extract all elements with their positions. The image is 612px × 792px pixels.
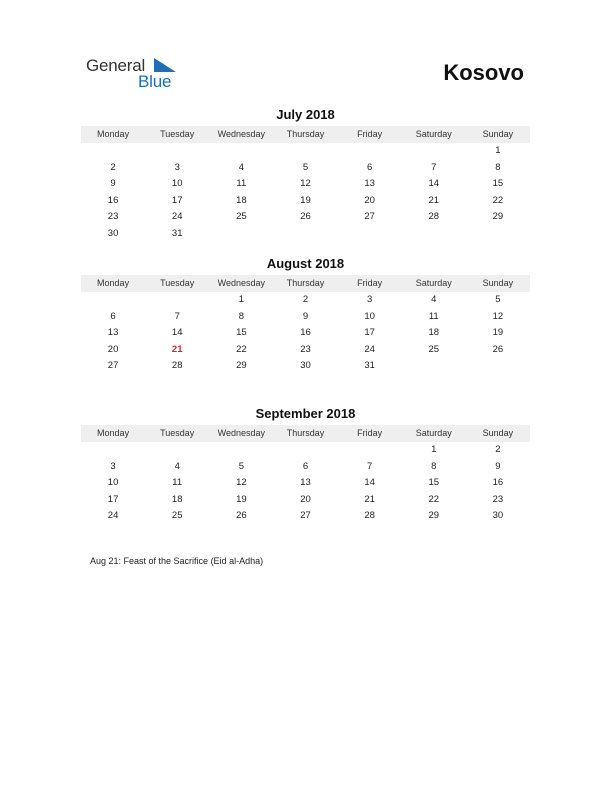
day-cell: 7 xyxy=(431,161,437,173)
week-row xyxy=(81,309,530,326)
day-cell: 23 xyxy=(492,493,504,505)
day-cell xyxy=(209,143,273,160)
day-cell: 14 xyxy=(171,327,183,339)
day-cell: 13 xyxy=(364,178,375,190)
day-cell: 17 xyxy=(107,493,119,505)
day-cell: 12 xyxy=(300,178,311,190)
week-row xyxy=(81,325,530,342)
day-cell: 6 xyxy=(366,161,373,173)
day-cell xyxy=(145,442,209,459)
day-cell: 19 xyxy=(300,194,311,206)
day-cell: 23 xyxy=(107,211,119,223)
day-cell: 9 xyxy=(302,310,309,322)
logo-triangle-icon xyxy=(154,58,176,72)
day-cell: 18 xyxy=(428,327,440,339)
day-cell: 17 xyxy=(171,194,183,206)
day-cell xyxy=(81,442,145,459)
day-cell: 18 xyxy=(171,493,183,505)
day-cell: 21 xyxy=(428,194,440,206)
day-cell: 1 xyxy=(238,294,244,305)
weekday-label: Tuesday xyxy=(160,428,195,438)
day-cell xyxy=(402,143,466,160)
week-row xyxy=(81,459,530,476)
day-cell: 10 xyxy=(171,178,183,190)
day-cell: 3 xyxy=(366,294,373,305)
day-cell: 27 xyxy=(300,510,311,522)
day-cell: 3 xyxy=(110,460,116,472)
day-cell: 19 xyxy=(236,493,247,505)
day-cell: 1 xyxy=(495,145,501,156)
weekday-label: Monday xyxy=(97,278,130,288)
logo-blue-text: Blue xyxy=(138,72,172,91)
month-july xyxy=(81,106,530,243)
week-row xyxy=(81,442,530,459)
day-cell: 23 xyxy=(300,343,311,355)
day-cell: 8 xyxy=(238,310,244,322)
weekday-header-row xyxy=(81,275,530,292)
day-cell: 5 xyxy=(302,161,309,173)
day-cell: 16 xyxy=(492,477,504,489)
day-cell: 16 xyxy=(300,327,311,339)
weekday-label: Friday xyxy=(357,129,383,139)
day-cell: 29 xyxy=(492,211,504,223)
holiday-day-cell: 21 xyxy=(171,343,183,355)
week-row xyxy=(81,226,530,243)
weekday-label: Wednesday xyxy=(217,129,266,139)
day-cell: 22 xyxy=(428,493,440,505)
day-cell xyxy=(402,226,466,243)
day-cell: 27 xyxy=(364,211,375,223)
day-cell: 7 xyxy=(174,310,180,322)
holiday-note: Aug 21: Feast of the Sacrifice (Eid al-Adha) xyxy=(90,556,264,566)
month-august xyxy=(81,255,530,375)
logo-general-text: General xyxy=(86,56,146,75)
day-cell: 25 xyxy=(171,510,183,522)
week-row xyxy=(81,209,530,226)
day-cell: 20 xyxy=(107,343,119,355)
day-cell: 11 xyxy=(428,310,439,322)
day-cell xyxy=(81,143,145,160)
country-title: Kosovo xyxy=(443,60,524,85)
day-cell: 15 xyxy=(492,178,504,190)
day-cell: 15 xyxy=(236,327,247,339)
day-cell: 19 xyxy=(492,327,504,339)
month-title: September 2018 xyxy=(255,406,356,421)
day-cell: 5 xyxy=(238,460,244,472)
day-cell: 20 xyxy=(364,194,375,206)
day-cell: 26 xyxy=(236,510,247,522)
week-row xyxy=(81,508,530,525)
day-cell: 27 xyxy=(107,360,119,372)
day-cell xyxy=(273,143,337,160)
day-cell: 6 xyxy=(302,460,309,472)
day-cell: 28 xyxy=(428,211,440,223)
day-cell xyxy=(145,292,209,309)
day-cell: 10 xyxy=(364,310,375,322)
day-cell: 31 xyxy=(364,360,375,372)
day-cell: 11 xyxy=(172,477,183,489)
day-cell: 9 xyxy=(495,460,501,472)
day-cell: 2 xyxy=(495,444,501,455)
weekday-label: Sunday xyxy=(482,428,514,438)
day-cell xyxy=(209,226,273,243)
day-cell xyxy=(466,226,530,243)
day-cell: 8 xyxy=(431,460,437,472)
day-cell: 30 xyxy=(107,227,119,239)
day-cell: 2 xyxy=(110,161,116,173)
day-cell: 14 xyxy=(428,178,440,190)
day-cell: 25 xyxy=(428,343,440,355)
day-cell xyxy=(81,292,145,309)
day-cell: 22 xyxy=(236,343,247,355)
day-cell: 13 xyxy=(107,327,119,339)
day-cell: 20 xyxy=(300,493,311,505)
day-cell xyxy=(338,143,402,160)
weekday-label: Wednesday xyxy=(217,278,266,288)
day-cell: 17 xyxy=(364,327,375,339)
day-cell: 4 xyxy=(431,294,437,305)
week-row xyxy=(81,176,530,193)
day-cell: 25 xyxy=(236,211,247,223)
day-cell: 16 xyxy=(107,194,119,206)
week-row xyxy=(81,358,530,375)
day-cell: 8 xyxy=(495,161,501,173)
day-cell: 12 xyxy=(236,477,247,489)
day-cell: 21 xyxy=(364,493,375,505)
day-cell: 28 xyxy=(364,510,375,522)
day-cell: 30 xyxy=(492,510,504,522)
day-cell: 29 xyxy=(428,510,440,522)
week-row xyxy=(81,475,530,492)
day-cell: 22 xyxy=(492,194,504,206)
day-cell: 30 xyxy=(300,360,311,372)
day-cell: 31 xyxy=(171,227,183,239)
day-cell xyxy=(466,358,530,375)
weekday-label: Friday xyxy=(357,278,383,288)
day-cell xyxy=(273,226,337,243)
weekday-label: Thursday xyxy=(286,278,325,288)
logo xyxy=(86,56,196,92)
week-row xyxy=(81,160,530,177)
day-cell: 11 xyxy=(236,178,247,190)
day-cell xyxy=(209,442,273,459)
weekday-label: Saturday xyxy=(415,129,452,139)
month-title: July 2018 xyxy=(276,107,335,122)
day-cell: 29 xyxy=(236,360,247,372)
weekday-label: Sunday xyxy=(482,278,514,288)
day-cell: 28 xyxy=(171,360,183,372)
week-row xyxy=(81,292,530,309)
day-cell: 26 xyxy=(492,343,504,355)
week-row xyxy=(81,492,530,509)
weekday-label: Monday xyxy=(97,428,130,438)
day-cell xyxy=(273,442,337,459)
day-cell: 24 xyxy=(171,211,183,223)
day-cell: 14 xyxy=(364,477,375,489)
day-cell: 24 xyxy=(107,510,119,522)
month-september xyxy=(81,405,530,525)
day-cell: 4 xyxy=(174,460,180,472)
day-cell: 5 xyxy=(495,294,501,305)
weekday-label: Saturday xyxy=(415,428,452,438)
weekday-label: Tuesday xyxy=(160,129,195,139)
weekday-label: Thursday xyxy=(286,428,325,438)
day-cell: 12 xyxy=(492,310,504,322)
weekday-header-row xyxy=(81,126,530,143)
day-cell: 3 xyxy=(174,161,180,173)
weekday-header-row xyxy=(81,425,530,442)
day-cell xyxy=(145,143,209,160)
day-cell xyxy=(338,226,402,243)
week-row xyxy=(81,193,530,210)
day-cell: 4 xyxy=(238,161,244,173)
day-cell: 26 xyxy=(300,211,311,223)
week-row xyxy=(81,342,530,359)
day-cell: 9 xyxy=(110,178,116,190)
day-cell: 10 xyxy=(107,477,119,489)
day-cell: 1 xyxy=(431,444,437,455)
day-cell: 15 xyxy=(428,477,440,489)
month-title: August 2018 xyxy=(266,256,345,271)
weekday-label: Friday xyxy=(357,428,383,438)
day-cell: 13 xyxy=(300,477,311,489)
day-cell xyxy=(402,358,466,375)
weekday-label: Tuesday xyxy=(160,278,195,288)
day-cell: 2 xyxy=(302,294,309,305)
day-cell: 6 xyxy=(110,310,116,322)
day-cell: 24 xyxy=(364,343,375,355)
day-cell: 18 xyxy=(236,194,247,206)
weekday-label: Monday xyxy=(97,129,130,139)
day-cell: 7 xyxy=(366,460,373,472)
weekday-label: Wednesday xyxy=(217,428,266,438)
weekday-label: Sunday xyxy=(482,129,514,139)
week-row xyxy=(81,143,530,160)
day-cell xyxy=(338,442,402,459)
weekday-label: Saturday xyxy=(415,278,452,288)
weekday-label: Thursday xyxy=(286,129,325,139)
